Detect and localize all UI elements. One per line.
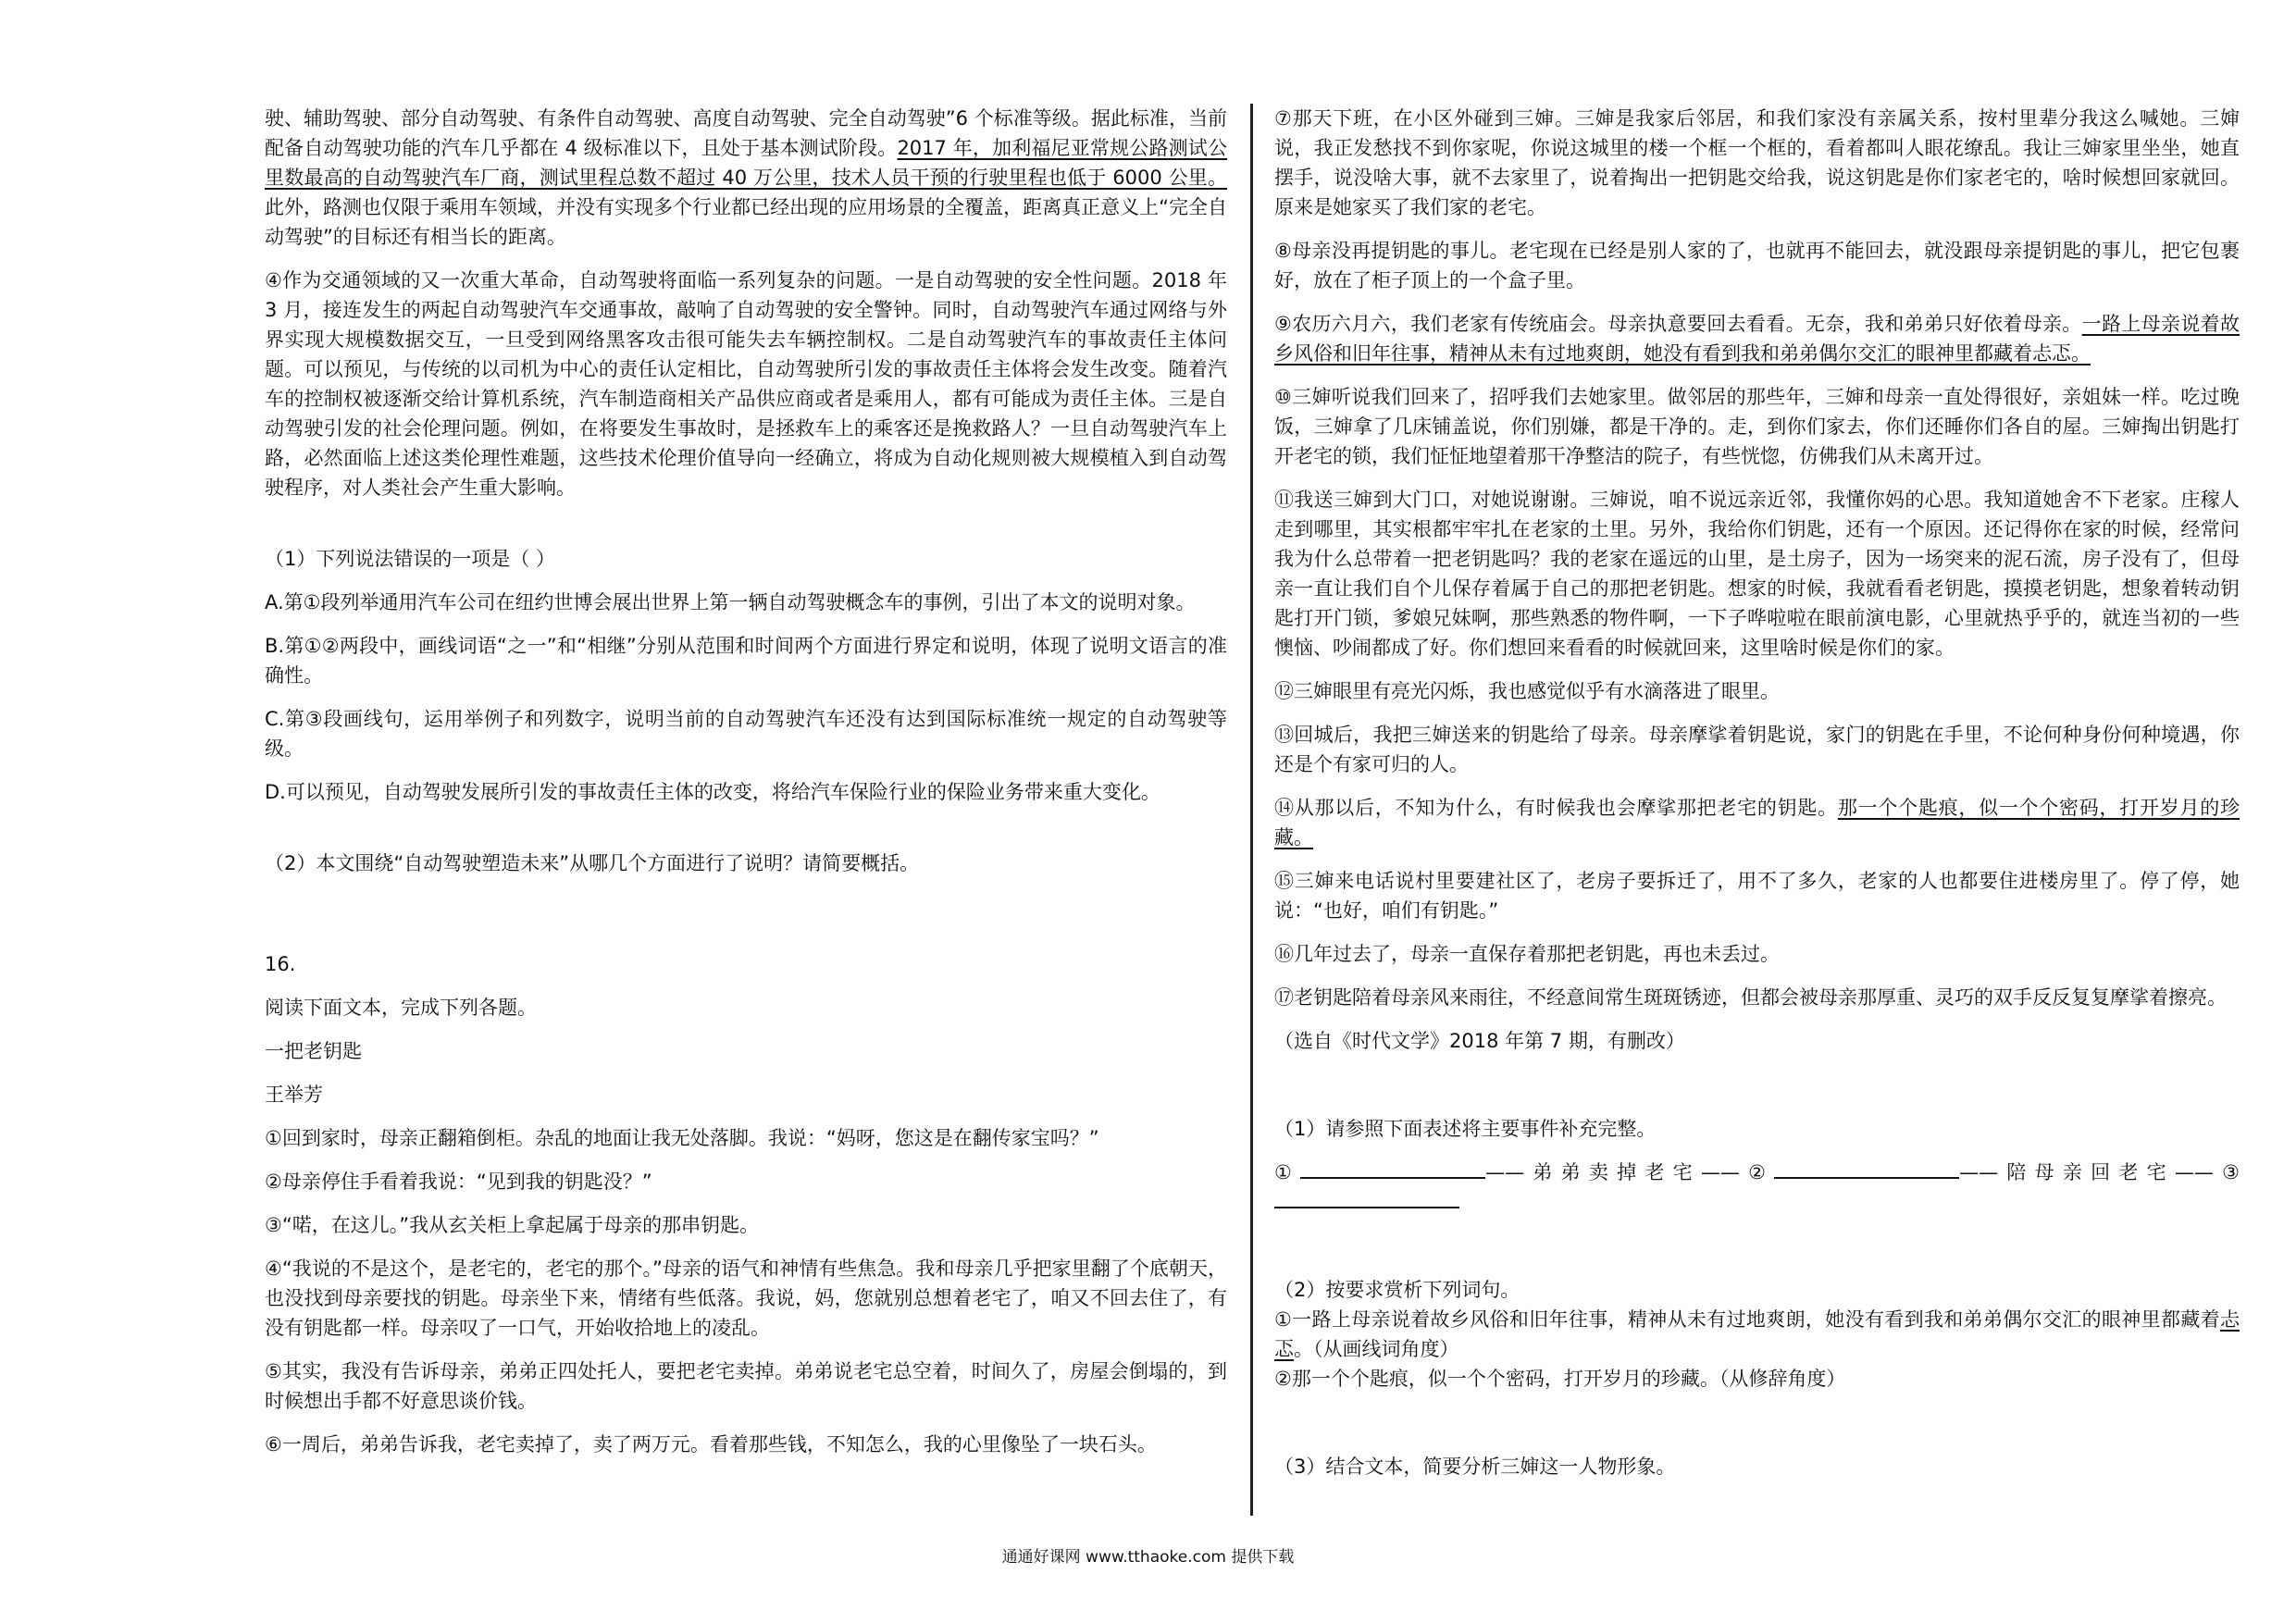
- option-a: A.第①段列举通用汽车公司在纽约世博会展出世界上第一辆自动驾驶概念车的事例，引出了本文的说明对象。: [265, 591, 1196, 613]
- blank-label-1: ①: [1274, 1161, 1301, 1183]
- story-paragraph-3: ③“喏，在这儿。”我从玄关柜上拿起属于母亲的那串钥匙。: [265, 1214, 760, 1236]
- s14-underlined-sentence: 那一个个匙痕，似一个个密码，打开岁月的珍藏。: [1274, 797, 2240, 849]
- question-16-1: （1）请参照下面表述将主要事件补充完整。: [1274, 1118, 1657, 1140]
- q2-underlined-word: 忐忑: [1274, 1308, 2240, 1360]
- story-paragraph-5: ⑤其实，我没有告诉母亲，弟弟正四处托人，要把老宅卖掉。弟弟说老宅总空着，时间久了，房屋会倒塌的，到时候想出手都不好意思谈价钱。: [265, 1360, 1227, 1412]
- option-d: D.可以预见，自动驾驶发展所引发的事故责任主体的改变，将给汽车保险行业的保险业务带来重大变化。: [265, 781, 1160, 803]
- event-text-2: ——陪母亲回老宅——③: [1959, 1161, 2240, 1183]
- question-16-2: （2）按要求赏析下列词句。: [1274, 1279, 1520, 1301]
- story-paragraph-2: ②母亲停住手看着我说：“见到我的钥匙没？”: [265, 1171, 652, 1193]
- story-paragraph-8: ⑧母亲没再提钥匙的事儿。老宅现在已经是别人家的了，也就再不能回去，就没跟母亲提钥匙的事儿，把它包裹好，放在了柜子顶上的一个盒子里。: [1274, 240, 2240, 291]
- q2-item-2: ②那一个个匙痕，似一个个密码，打开岁月的珍藏。（从修辞角度）: [1274, 1368, 1846, 1390]
- question-16-3: （3）结合文本，简要分析三婶这一人物形象。: [1274, 1456, 1676, 1478]
- s9-underlined-sentence: 一路上母亲说着故乡风俗和旧年往事，精神从未有过地爽朗，她没有看到我和弟弟偶尔交汇的眼神里都藏着忐忑。: [1274, 313, 2240, 365]
- story-paragraph-7: ⑦那天下班，在小区外碰到三婶。三婶是我家后邻居，和我们家没有亲属关系，按村里辈分我这么喊她。三婶说，我正发愁找不到你家呢，你说这城里的楼一个框一个框的，看着都叫人眼花缭乱。我让三婶家里坐坐，她直摆手，说没啥大事，就不去家里了，说着掏出一把钥匙交给我，说这钥匙是你们家老宅的，啥时候想回家就回。原来是她家买了我们家的老宅。: [1274, 107, 2240, 218]
- story-paragraph-15: ⑮三婶来电话说村里要建社区了，老房子要拆迁了，用不了多久，老家的人也都要住进楼房里了。停了停，她说：“也好，咱们有钥匙。”: [1274, 870, 2240, 922]
- paragraph-4: ④作为交通领域的又一次重大革命，自动驾驶将面临一系列复杂的问题。一是自动驾驶的安全性问题。2018 年 3 月，接连发生的两起自动驾驶汽车交通事故，敲响了自动驾驶的安全警钟。同时，自动驾驶汽车通过网络与外界实现大规模数据交互，一旦受到网络黑客攻击很可能失去车辆控制权。二是自动驾驶汽车的事故责任主体问题。可以预见，与传统的以司机为中心的责任认定相比，自动驾驶所引发的事故责任主体将会发生改变。随着汽车的控制权被逐渐交给计算机系统，汽车制造商相关产品供应商或者是乘用人，都有可能成为责任主体。三是自动驾驶引发的社会伦理问题。例如，在将要发生事故时，是拯救车上的乘客还是挽救路人？一旦自动驾驶汽车上路，必然面临上述这类伦理性难题，这些技术伦理价值导向一经确立，将成为自动化规则被大规模植入到自动驾驶程序，对人类社会产生重大影响。: [265, 269, 1227, 499]
- footer-credit: 通通好课网 www.tthaoke.com 提供下载: [1001, 1548, 1295, 1567]
- story-paragraph-14: [1274, 793, 2240, 852]
- p3-text: 驶、辅助驾驶、部分自动驾驶、有条件自动驾驶、高度自动驾驶、完全自动驾驶”6 个标准等级。据此标准，当前配备自动驾驶功能的汽车几乎都在 4 级标准以下，且处于基本测试阶段。: [265, 107, 1227, 159]
- answer-blank-3[interactable]: [1274, 1188, 1459, 1208]
- story-author: 王举芳: [265, 1084, 323, 1106]
- instruction: 阅读下面文本，完成下列各题。: [265, 997, 537, 1019]
- question-number-16: 16.: [265, 953, 296, 975]
- left-column: [265, 104, 1227, 1473]
- story-paragraph-16: ⑯几年过去了，母亲一直保存着那把老钥匙，再也未丢过。: [1274, 943, 1780, 965]
- story-paragraph-4: ④“我说的不是这个，是老宅的，老宅的那个。”母亲的语气和神情有些焦急。我和母亲几乎把家里翻了个底朝天，也没找到母亲要找的钥匙。母亲坐下来，情绪有些低落。我说，妈，您就别总想着老宅了，咱又不回去住了，有没有钥匙都一样。母亲叹了一口气，开始收拾地上的凌乱。: [265, 1258, 1227, 1339]
- story-paragraph-6: ⑥一周后，弟弟告诉我，老宅卖掉了，卖了两万元。看着那些钱，不知怎么，我的心里像坠了一块石头。: [265, 1433, 1157, 1456]
- paragraph-3: [265, 104, 1227, 252]
- option-c: C.第③段画线句，运用举例子和列数字，说明当前的自动驾驶汽车还没有达到国际标准统一规定的自动驾驶等级。: [265, 708, 1227, 760]
- q2-item-1-end: 。（从画线词角度）: [1294, 1338, 1459, 1360]
- option-b: B.第①②两段中，画线词语“之一”和“相继”分别从范围和时间两个方面进行界定和说明，体现了说明文语言的准确性。: [265, 635, 1227, 687]
- question-2: （2）本文围绕“自动驾驶塑造未来”从哪几个方面进行了说明？请简要概括。: [265, 852, 920, 874]
- answer-blank-1[interactable]: [1300, 1158, 1485, 1179]
- q2-item-1: [1274, 1305, 2240, 1364]
- story-paragraph-1: ①回到家时，母亲正翻箱倒柜。杂乱的地面让我无处落脚。我说：“妈呀，您这是在翻传家宝吗？”: [265, 1127, 1099, 1149]
- story-paragraph-13: ⑬回城后，我把三婶送来的钥匙给了母亲。母亲摩挲着钥匙说，家门的钥匙在手里，不论何种身份何种境遇，你还是个有家可归的人。: [1274, 724, 2240, 775]
- story-paragraph-12: ⑫三婶眼里有亮光闪烁，我也感觉似乎有水滴落进了眼里。: [1274, 680, 1780, 702]
- story-paragraph-17: ⑰老钥匙陪着母亲风来雨往，不经意间常生斑斑锈迹，但都会被母亲那厚重、灵巧的双手反反复复摩挲着擦亮。: [1274, 986, 2227, 1009]
- right-column: [1274, 104, 2240, 1495]
- s9-text: ⑨农历六月六，我们老家有传统庙会。母亲执意要回去看看。无奈，我和弟弟只好依着母亲。: [1274, 313, 2082, 335]
- story-paragraph-9: [1274, 309, 2240, 368]
- story-paragraph-11: ⑪我送三婶到大门口，对她说谢谢。三婶说，咱不说远亲近邻，我懂你妈的心思。我知道她舍不下老家。庄稼人走到哪里，其实根都牢牢扎在老家的土里。另外，我给你们钥匙，还有一个原因。还记得你在家的时候，经常问我为什么总带着一把老钥匙吗？我的老家在遥远的山里，是土房子，因为一场突来的泥石流，房子没有了，但母亲一直让我们自个儿保存着属于自己的那把老钥匙。想家的时候，我就看看老钥匙，摸摸老钥匙，想象着转动钥匙打开门锁，爹娘兄妹啊，那些熟悉的物件啊，一下子哗啦啦在眼前演电影，心里就热乎乎的，就连当初的一些懊恼、吵闹都成了好。你们想回来看看的时候就回来，这里啥时候是你们的家。: [1274, 489, 2240, 659]
- event-fill-in: [1274, 1158, 2240, 1217]
- question-1: （1）下列说法错误的一项是（ ）: [265, 548, 556, 570]
- story-paragraph-10: ⑩三婶听说我们回来了，招呼我们去她家里。做邻居的那些年，三婶和母亲一直处得很好，亲姐妹一样。吃过晚饭，三婶拿了几床铺盖说，你们别嫌，都是干净的。走，到你们家去，你们还睡你们各自的屋。三婶掏出钥匙打开老宅的锁，我们怔怔地望着那干净整洁的院子，有些恍惚，仿佛我们从未离开过。: [1274, 386, 2240, 467]
- p3-underlined-sentence: 2017 年，加利福尼亚常规公路测试公里数最高的自动驾驶汽车厂商，测试里程总数不超过 40 万公里，技术人员干预的行驶里程也低于 6000 公里。: [265, 137, 1227, 189]
- column-divider: [1250, 104, 1253, 1516]
- source-note: （选自《时代文学》2018 年第 7 期，有删改）: [1274, 1030, 1685, 1052]
- answer-blank-2[interactable]: [1774, 1158, 1959, 1179]
- q2-item-1-text: ①一路上母亲说着故乡风俗和旧年往事，精神从未有过地爽朗，她没有看到我和弟弟偶尔交汇的眼神里都藏着: [1274, 1308, 2220, 1331]
- s14-text: ⑭从那以后，不知为什么，有时候我也会摩挲那把老宅的钥匙。: [1274, 797, 1838, 819]
- story-title: 一把老钥匙: [265, 1040, 362, 1062]
- p3-text-end: 此外，路测也仅限于乘用车领域，并没有实现多个行业都已经出现的应用场景的全覆盖，距离真正意义上“完全自动驾驶”的目标还有相当长的距离。: [265, 196, 1227, 248]
- event-text-1: ——弟弟卖掉老宅——②: [1485, 1161, 1775, 1183]
